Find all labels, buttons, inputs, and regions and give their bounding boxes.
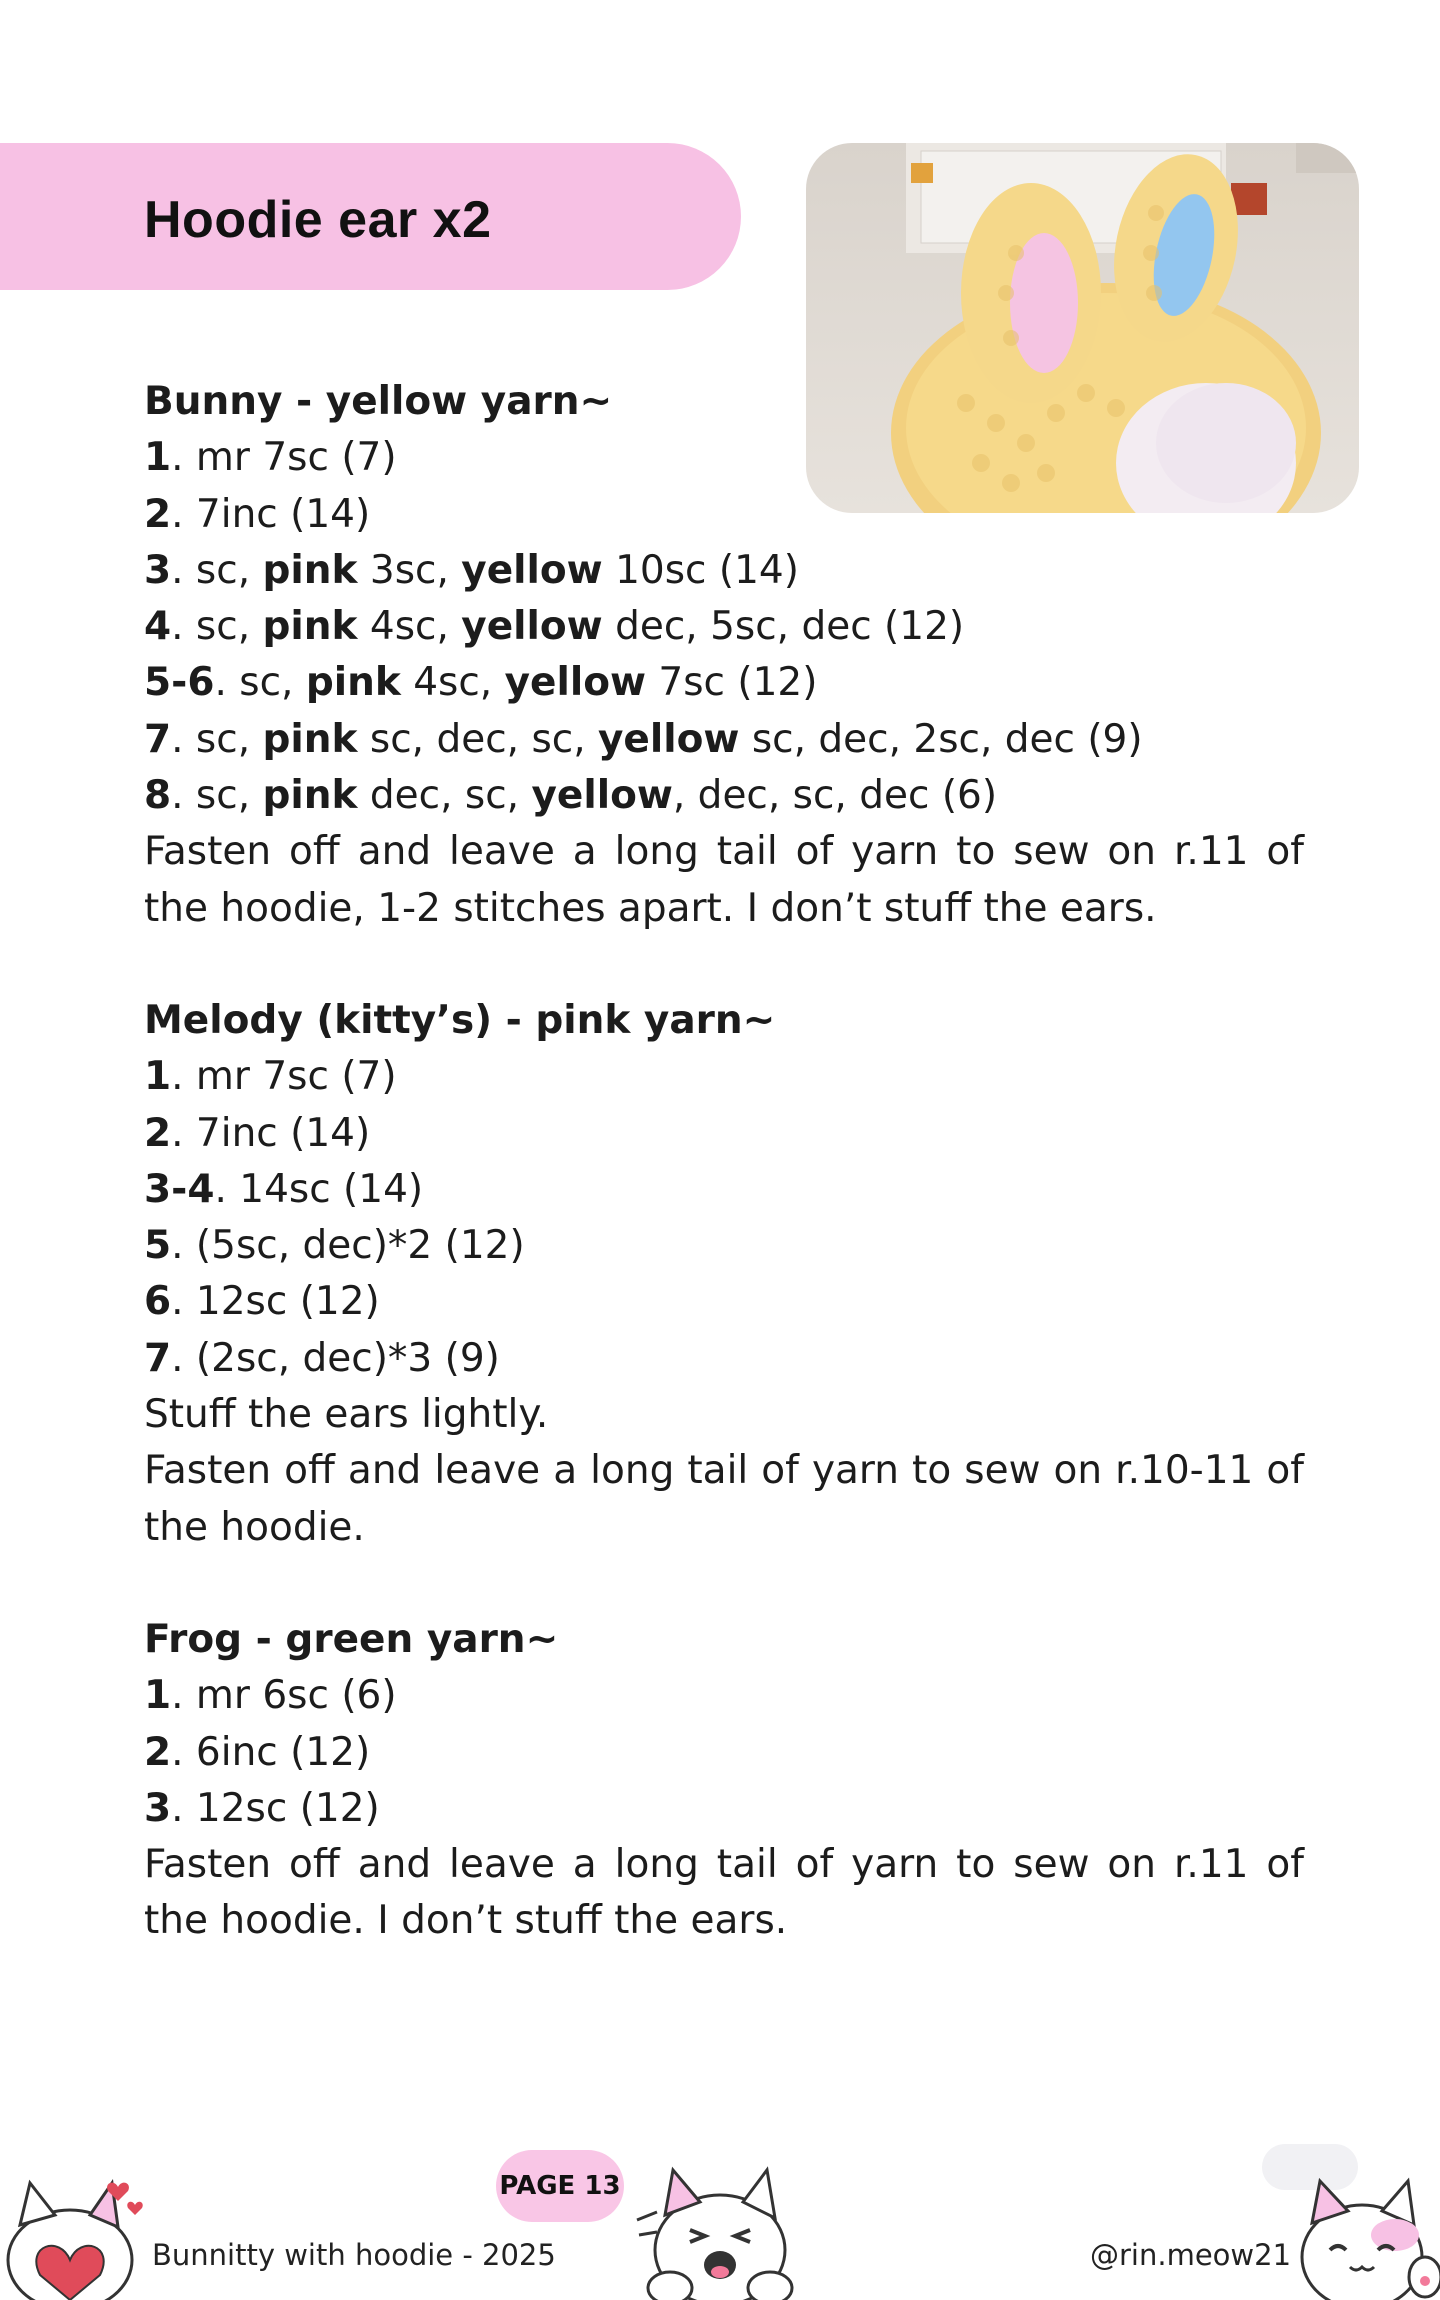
row-1: 1. mr 7sc (7): [144, 435, 397, 481]
section-heading: Melody (kitty’s) - pink yarn~: [144, 997, 776, 1043]
note: Stuff the ears lightly.: [144, 1392, 549, 1438]
row-2: 2. 6inc (12): [144, 1729, 371, 1775]
page-title: Hoodie ear x2: [144, 191, 492, 249]
section-frog: [144, 1612, 1304, 1950]
row-3: 3. 12sc (12): [144, 1785, 380, 1831]
footer-title: Bunnitty with hoodie - 2025: [152, 2238, 556, 2272]
section-heading: Bunny - yellow yarn~: [144, 379, 613, 424]
row-7: 7. sc, pink sc, dec, sc, yellow sc, dec, 2sc, dec (9): [144, 716, 1143, 762]
section-heading: Frog - green yarn~: [144, 1616, 559, 1662]
waving-cat-icon: [1290, 2165, 1440, 2300]
row-2: 2. 7inc (14): [144, 491, 371, 537]
row-3-4: 3-4. 14sc (14): [144, 1166, 424, 1212]
footer-author: @rin.meow21: [1090, 2238, 1292, 2272]
section-melody: [144, 993, 1304, 1556]
row-1: 1. mr 6sc (6): [144, 1673, 397, 1719]
row-7: 7. (2sc, dec)*3 (9): [144, 1335, 500, 1381]
note: Fasten off and leave a long tail of yarn to sew on r.11 of the hoodie. I don’t stuff the ears.: [144, 1842, 1304, 1944]
row-8: 8. sc, pink dec, sc, yellow, dec, sc, dec (6): [144, 773, 998, 819]
cat-with-heart-icon: [0, 2165, 150, 2300]
row-1: 1. mr 7sc (7): [144, 1054, 397, 1100]
row-6: 6. 12sc (12): [144, 1279, 380, 1325]
page-number-badge: PAGE 13: [496, 2150, 624, 2222]
row-5: 5. (5sc, dec)*2 (12): [144, 1223, 525, 1269]
note: Fasten off and leave a long tail of yarn to sew on r.11 of the hoodie, 1-2 stitches apart. I don’t stuff the ears.: [144, 829, 1304, 931]
row-4: 4. sc, pink 4sc, yellow dec, 5sc, dec (12): [144, 604, 965, 650]
section-bunny: [144, 374, 1304, 937]
row-3: 3. sc, pink 3sc, yellow 10sc (14): [144, 547, 799, 593]
row-2: 2. 7inc (14): [144, 1110, 371, 1156]
crying-cat-icon: [635, 2160, 800, 2300]
row-5-6: 5-6. sc, pink 4sc, yellow 7sc (12): [144, 660, 818, 706]
note: Fasten off and leave a long tail of yarn to sew on r.10-11 of the hoodie.: [144, 1448, 1304, 1550]
pattern-content: [144, 374, 1304, 2006]
